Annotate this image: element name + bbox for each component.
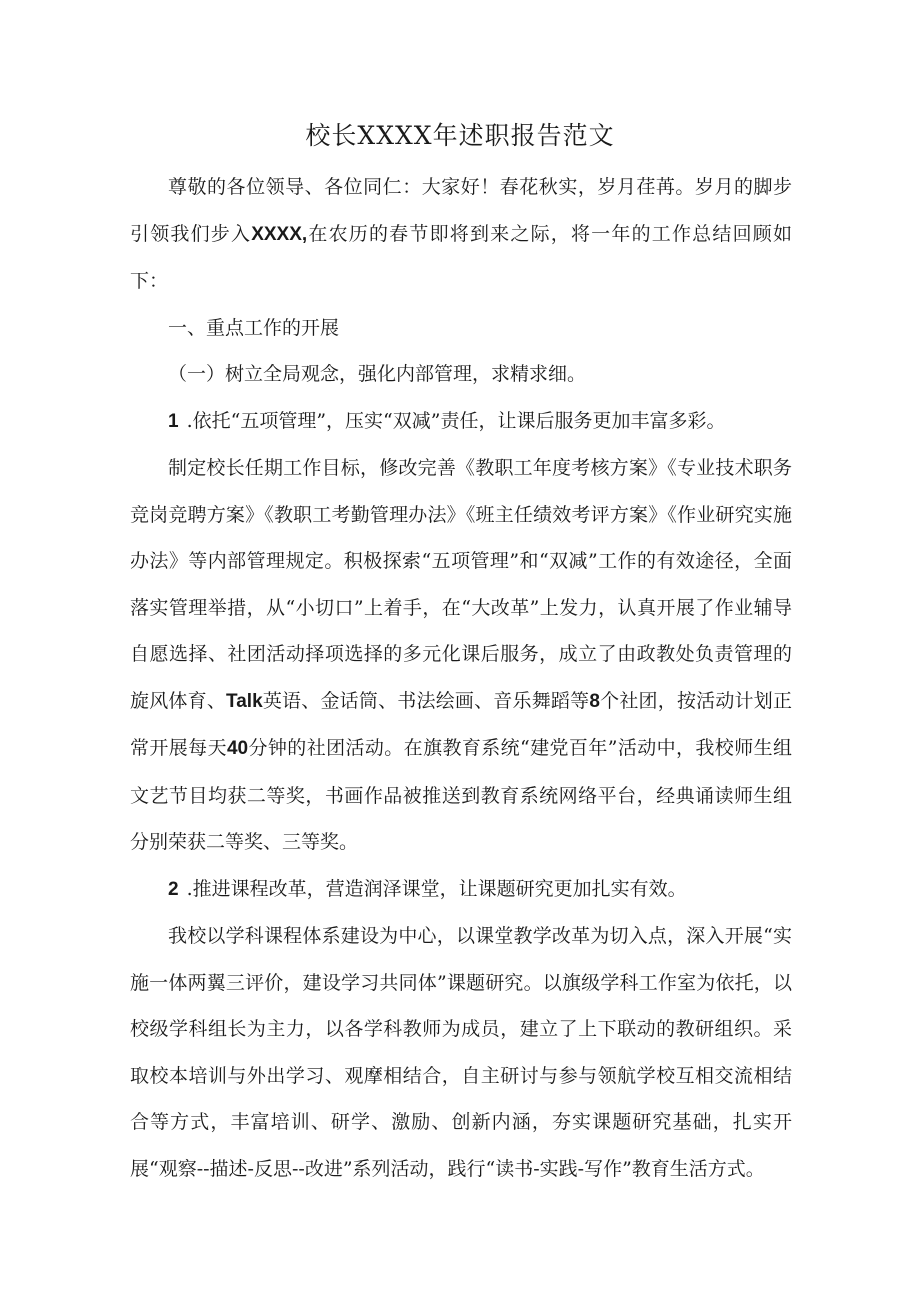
para1-text-b: 英语、金话筒、书法绘画、音乐舞蹈等 <box>262 689 590 712</box>
document-body <box>130 164 792 1192</box>
intro-year: XXXX, <box>251 223 308 245</box>
body-paragraph-2: 我校以学科课程体系建设为中心，以课堂教学改革为切入点，深入开展“实施一体两翼三评价，建设学习共同体”课题研究。以旗级学科工作室为依托，以校级学科组长为主力，以各学科教师为成员，建立了上下联动的教研组织。采取校本培训与外出学习、观摩相结合，自主研讨与参与领航学校互相交流相结合等方式，丰富培训、研学、激励、创新内涵，夯实课题研究基础，扎实开展“观察--描述-反思--改进”系列活动，践行“读书-实践-写作”教育生活方式。 <box>130 925 792 1180</box>
item-text-2: .推进课程改革，营造润泽课堂，让课题研究更加扎实有效。 <box>186 877 687 900</box>
para1-text-c: 个社团，按活动计划正常开展每天 <box>130 689 792 759</box>
para1-minutes: 40 <box>226 738 249 759</box>
intro-text-b: 在农历的春节即将到来之际，将一年的工作总结回顾如下： <box>130 222 792 292</box>
document-title: 校长XXXX年述职报告范文 <box>305 121 615 150</box>
subsection-heading: （一）树立全局观念，强化内部管理，求精求细。 <box>168 363 587 385</box>
item-text-1: .依托“五项管理”，压实“双减”责任，让课后服务更加丰富多彩。 <box>186 409 726 432</box>
item-heading-2 <box>130 866 792 914</box>
item-number-1: 1 <box>168 410 179 432</box>
intro-paragraph <box>130 164 792 305</box>
para1-count: 8 <box>589 690 600 712</box>
section-heading: 一、重点工作的开展 <box>168 316 340 339</box>
para1-talk: Talk <box>226 690 263 712</box>
intro-text-a: 尊敬的各位领导、各位同仁：大家好！春花秋实，岁月荏苒。岁月的脚步引领我们步入 <box>130 176 792 245</box>
para1-text-d: 分钟的社团活动。在旗教育系统“建党百年”活动中，我校师生组文艺节目均获二等奖，书画作品被推送到教育系统网络平台，经典诵读师生组分别荣获二等奖、三等奖。 <box>130 737 792 853</box>
item-number-2: 2 <box>168 878 179 900</box>
item-heading-1 <box>130 398 792 446</box>
para1-text-a: 制定校长任期工作目标，修改完善《教职工年度考核方案》《专业技术职务竞岗竞聘方案》《教职工考勤管理办法》《班主任绩效考评方案》《作业研究实施办法》等内部管理规定。积极探索“五项管理”和“双减”工作的有效途径，全面落实管理举措，从“小切口”上着手，在“大改革”上发力，认真开展了作业辅导自愿选择、社团活动择项选择的多元化课后服务，成立了由政教处负责管理的旋风体育、 <box>130 457 792 712</box>
body-paragraph-1 <box>130 445 792 866</box>
